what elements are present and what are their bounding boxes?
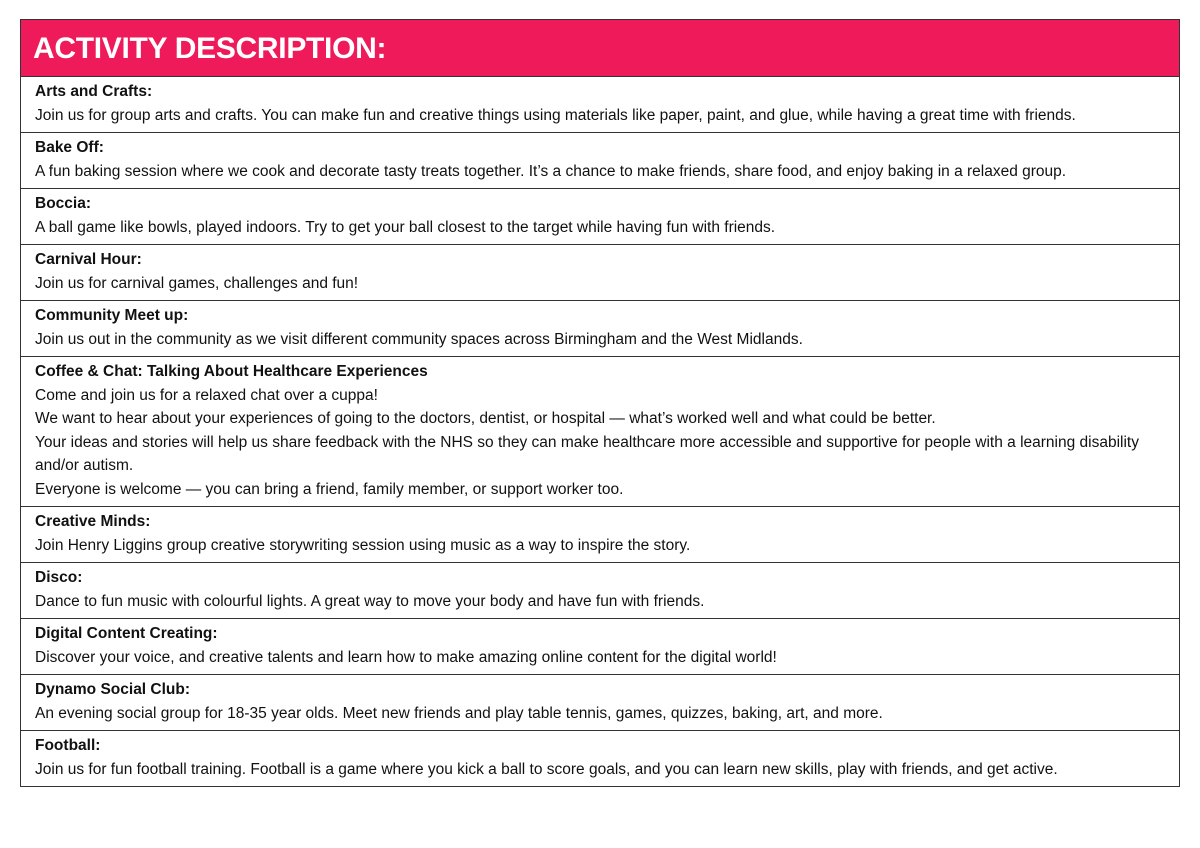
activity-description: Come and join us for a relaxed chat over a cuppa!: [35, 386, 378, 404]
activity-description: Join us out in the community as we visit different community spaces across Birmingham and the West Midlands.: [35, 330, 803, 348]
activity-description: Your ideas and stories will help us share feedback with the NHS so they can make healthcare more accessible and supportive for people with a learning disability and/or autism.: [35, 433, 1139, 474]
activity-description: An evening social group for 18-35 year olds. Meet new friends and play table tennis, games, quizzes, baking, art, and more.: [35, 704, 883, 722]
activity-row-disco: [21, 563, 1179, 619]
activity-row-football: [21, 731, 1179, 786]
activity-description: We want to hear about your experiences of going to the doctors, dentist, or hospital — what’s worked well and what could be better.: [35, 410, 936, 427]
activity-description: A fun baking session where we cook and decorate tasty treats together. It’s a chance to make friends, share food, and enjoy baking in a relaxed group.: [35, 162, 1067, 180]
activity-description: A ball game like bowls, played indoors. Try to get your ball closest to the target while having fun with friends.: [35, 218, 776, 236]
activity-title: Boccia:: [35, 195, 91, 212]
activity-title: Dynamo Social Club:: [35, 681, 191, 698]
activity-row-carnival-hour: [21, 245, 1179, 301]
activity-row-creative-minds: [21, 507, 1179, 563]
activity-row-community-meet-up: [21, 301, 1179, 357]
table-header: [21, 20, 1179, 77]
activity-title: Coffee & Chat: Talking About Healthcare Experiences: [35, 363, 428, 380]
activity-title: Community Meet up:: [35, 307, 189, 324]
activity-row-digital-content-creating: [21, 619, 1179, 675]
activity-row-dynamo-social-club: [21, 675, 1179, 731]
activity-description: Dance to fun music with colourful lights. A great way to move your body and have fun with friends.: [35, 592, 705, 610]
activity-description-table: [20, 19, 1180, 787]
activity-description: Join us for carnival games, challenges and fun!: [35, 274, 359, 292]
activity-row-boccia: [21, 189, 1179, 245]
activity-title: Digital Content Creating:: [35, 625, 218, 642]
activity-row-arts-and-crafts: [21, 77, 1179, 133]
activity-description: Discover your voice, and creative talents and learn how to make amazing online content for the digital world!: [35, 648, 777, 666]
activity-description: Join us for fun football training. Football is a game where you kick a ball to score goals, and you can learn new skills, play with friends, and get active.: [35, 760, 1058, 778]
activity-title: Disco:: [35, 569, 83, 586]
activity-row-coffee-and-chat: [21, 357, 1179, 507]
activity-description: Join us for group arts and crafts. You can make fun and creative things using materials like paper, paint, and glue, while having a great time with friends.: [35, 106, 1076, 124]
activity-title: Football:: [35, 737, 101, 754]
activity-row-bake-off: [21, 133, 1179, 189]
activity-title: Creative Minds:: [35, 513, 151, 530]
activity-title: Carnival Hour:: [35, 251, 142, 268]
header-title: ACTIVITY DESCRIPTION:: [33, 32, 387, 65]
activity-description: Everyone is welcome — you can bring a friend, family member, or support worker too.: [35, 480, 624, 498]
activity-title: Bake Off:: [35, 139, 104, 156]
activity-title: Arts and Crafts:: [35, 83, 153, 100]
activity-description: Join Henry Liggins group creative storywriting session using music as a way to inspire the story.: [35, 536, 691, 554]
